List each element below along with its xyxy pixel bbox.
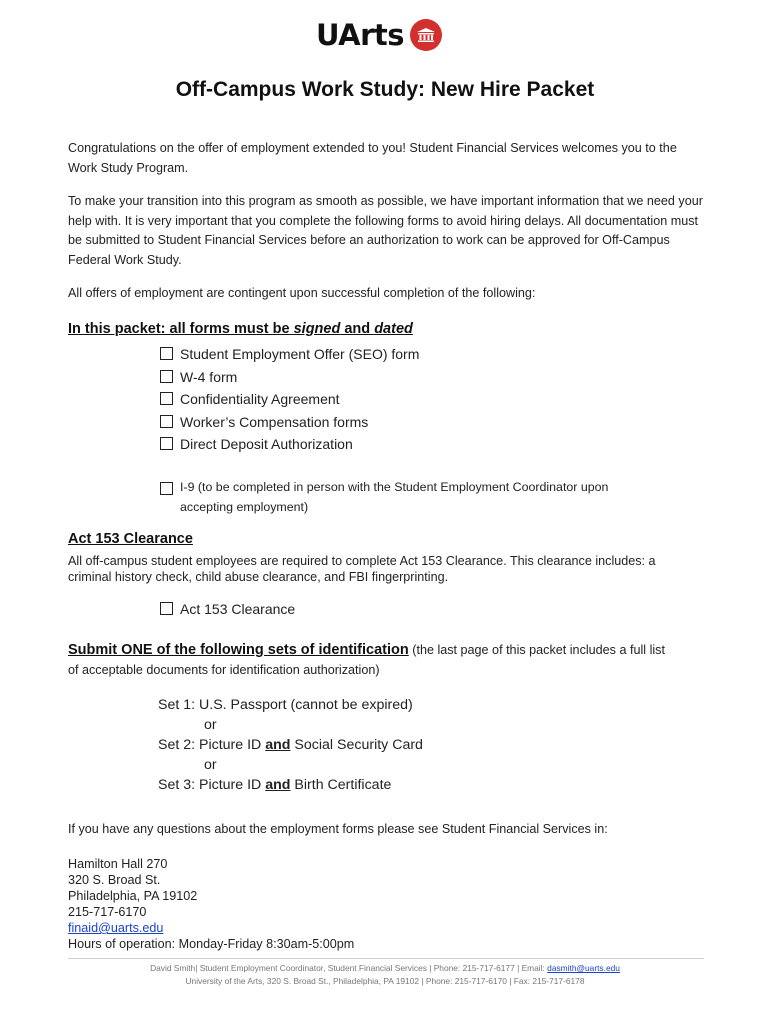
footer-line-2: University of the Arts, 320 S. Broad St., Philadelphia, PA 19102 | Phone: 215-717-6170 | Fax: 215-717-6178 bbox=[185, 976, 585, 986]
packet-heading-signed: signed bbox=[293, 321, 341, 337]
contact-building: Hamilton Hall 270 bbox=[68, 857, 168, 871]
checkbox-seo[interactable] bbox=[160, 347, 173, 360]
intro-paragraph-1: Congratulations on the offer of employment extended to you! Student Financial Services welcomes you to the Work Study Program. bbox=[68, 141, 677, 175]
questions-text: If you have any questions about the employment forms please see Student Financial Services in: bbox=[68, 822, 608, 836]
act153-text: All off-campus student employees are required to complete Act 153 Clearance. This clearance includes: a criminal history check, child abuse clearance, and FBI fingerprinting. bbox=[68, 554, 656, 584]
checklist-label: Student Employment Offer (SEO) form bbox=[180, 346, 420, 362]
packet-heading bbox=[68, 321, 413, 337]
checklist-label: Act 153 Clearance bbox=[180, 601, 296, 617]
checkbox-i9[interactable] bbox=[160, 482, 173, 495]
checklist-label: Confidentiality Agreement bbox=[180, 391, 340, 407]
building-icon bbox=[410, 19, 442, 51]
footer-email-link[interactable]: dasmith@uarts.edu bbox=[547, 963, 620, 973]
identification-note-2: of acceptable documents for identification authorization) bbox=[68, 662, 380, 677]
checklist-item-i9[interactable] bbox=[160, 478, 608, 517]
intro-paragraph-3: All offers of employment are contingent upon successful completion of the following: bbox=[68, 286, 536, 300]
footer-line-1 bbox=[0, 962, 770, 975]
id-or-1: or bbox=[204, 717, 217, 733]
checklist-label: W-4 form bbox=[180, 369, 238, 385]
identification-block bbox=[68, 641, 708, 680]
checklist-item-w4[interactable] bbox=[160, 366, 237, 389]
checkbox-workers-comp[interactable] bbox=[160, 415, 173, 428]
footer-divider bbox=[68, 958, 704, 959]
packet-heading-dated: dated bbox=[374, 321, 413, 337]
checklist-item-workers-comp[interactable] bbox=[160, 411, 368, 434]
contact-email-link[interactable]: finaid@uarts.edu bbox=[68, 921, 164, 935]
logo-text: UArts bbox=[316, 18, 405, 52]
id-or-2: or bbox=[204, 757, 217, 773]
checklist-label: Direct Deposit Authorization bbox=[180, 436, 353, 452]
id-set-1: Set 1: U.S. Passport (cannot be expired) bbox=[158, 697, 413, 713]
act153-heading: Act 153 Clearance bbox=[68, 531, 193, 547]
checklist-item-confidentiality[interactable] bbox=[160, 388, 340, 411]
set2-and: and bbox=[265, 737, 291, 753]
id-set-3 bbox=[158, 775, 391, 795]
set2-prefix: Set 2: Picture ID bbox=[158, 737, 266, 753]
checkbox-w4[interactable] bbox=[160, 370, 173, 383]
uarts-logo bbox=[316, 18, 442, 52]
id-set-2 bbox=[158, 735, 423, 755]
footer-line-1-text: David Smith| Student Employment Coordinator, Student Financial Services | Phone: 215-717-6177 | Email: bbox=[150, 963, 548, 973]
contact-city: Philadelphia, PA 19102 bbox=[68, 889, 198, 903]
set2-suffix: Social Security Card bbox=[290, 737, 423, 753]
checkbox-direct-deposit[interactable] bbox=[160, 437, 173, 450]
checkbox-act153[interactable] bbox=[160, 602, 173, 615]
contact-block bbox=[68, 856, 354, 952]
checklist-item-act153[interactable] bbox=[160, 598, 295, 621]
identification-heading: Submit ONE of the following sets of identification bbox=[68, 642, 409, 658]
page-title: Off-Campus Work Study: New Hire Packet bbox=[175, 78, 595, 101]
set3-and: and bbox=[265, 777, 291, 793]
packet-heading-and: and bbox=[340, 321, 375, 337]
i9-line-2: accepting employment) bbox=[180, 499, 309, 514]
checkbox-confidentiality[interactable] bbox=[160, 392, 173, 405]
intro-paragraph-2: To make your transition into this program as smooth as possible, we have important information that we need your help with. It is very important that you complete the following forms to avoid hiring delays. All documentation must be submitted to Student Financial Services before an authorization to work can be approved for Off-Campus Federal Work Study. bbox=[68, 194, 703, 267]
packet-heading-prefix: In this packet: all forms must be bbox=[68, 321, 294, 337]
set3-suffix: Birth Certificate bbox=[290, 777, 392, 793]
checklist-item-direct-deposit[interactable] bbox=[160, 433, 353, 456]
identification-note-1: (the last page of this packet includes a full list bbox=[408, 643, 665, 657]
contact-street: 320 S. Broad St. bbox=[68, 873, 161, 887]
checklist-item-seo[interactable] bbox=[160, 343, 419, 366]
contact-hours: Hours of operation: Monday-Friday 8:30am-5:00pm bbox=[68, 937, 355, 951]
contact-phone: 215-717-6170 bbox=[68, 905, 147, 919]
set3-prefix: Set 3: Picture ID bbox=[158, 777, 266, 793]
checklist-label: Worker’s Compensation forms bbox=[180, 414, 369, 430]
i9-line-1: I-9 (to be completed in person with the Student Employment Coordinator upon bbox=[180, 480, 609, 494]
checklist-label bbox=[180, 478, 608, 517]
